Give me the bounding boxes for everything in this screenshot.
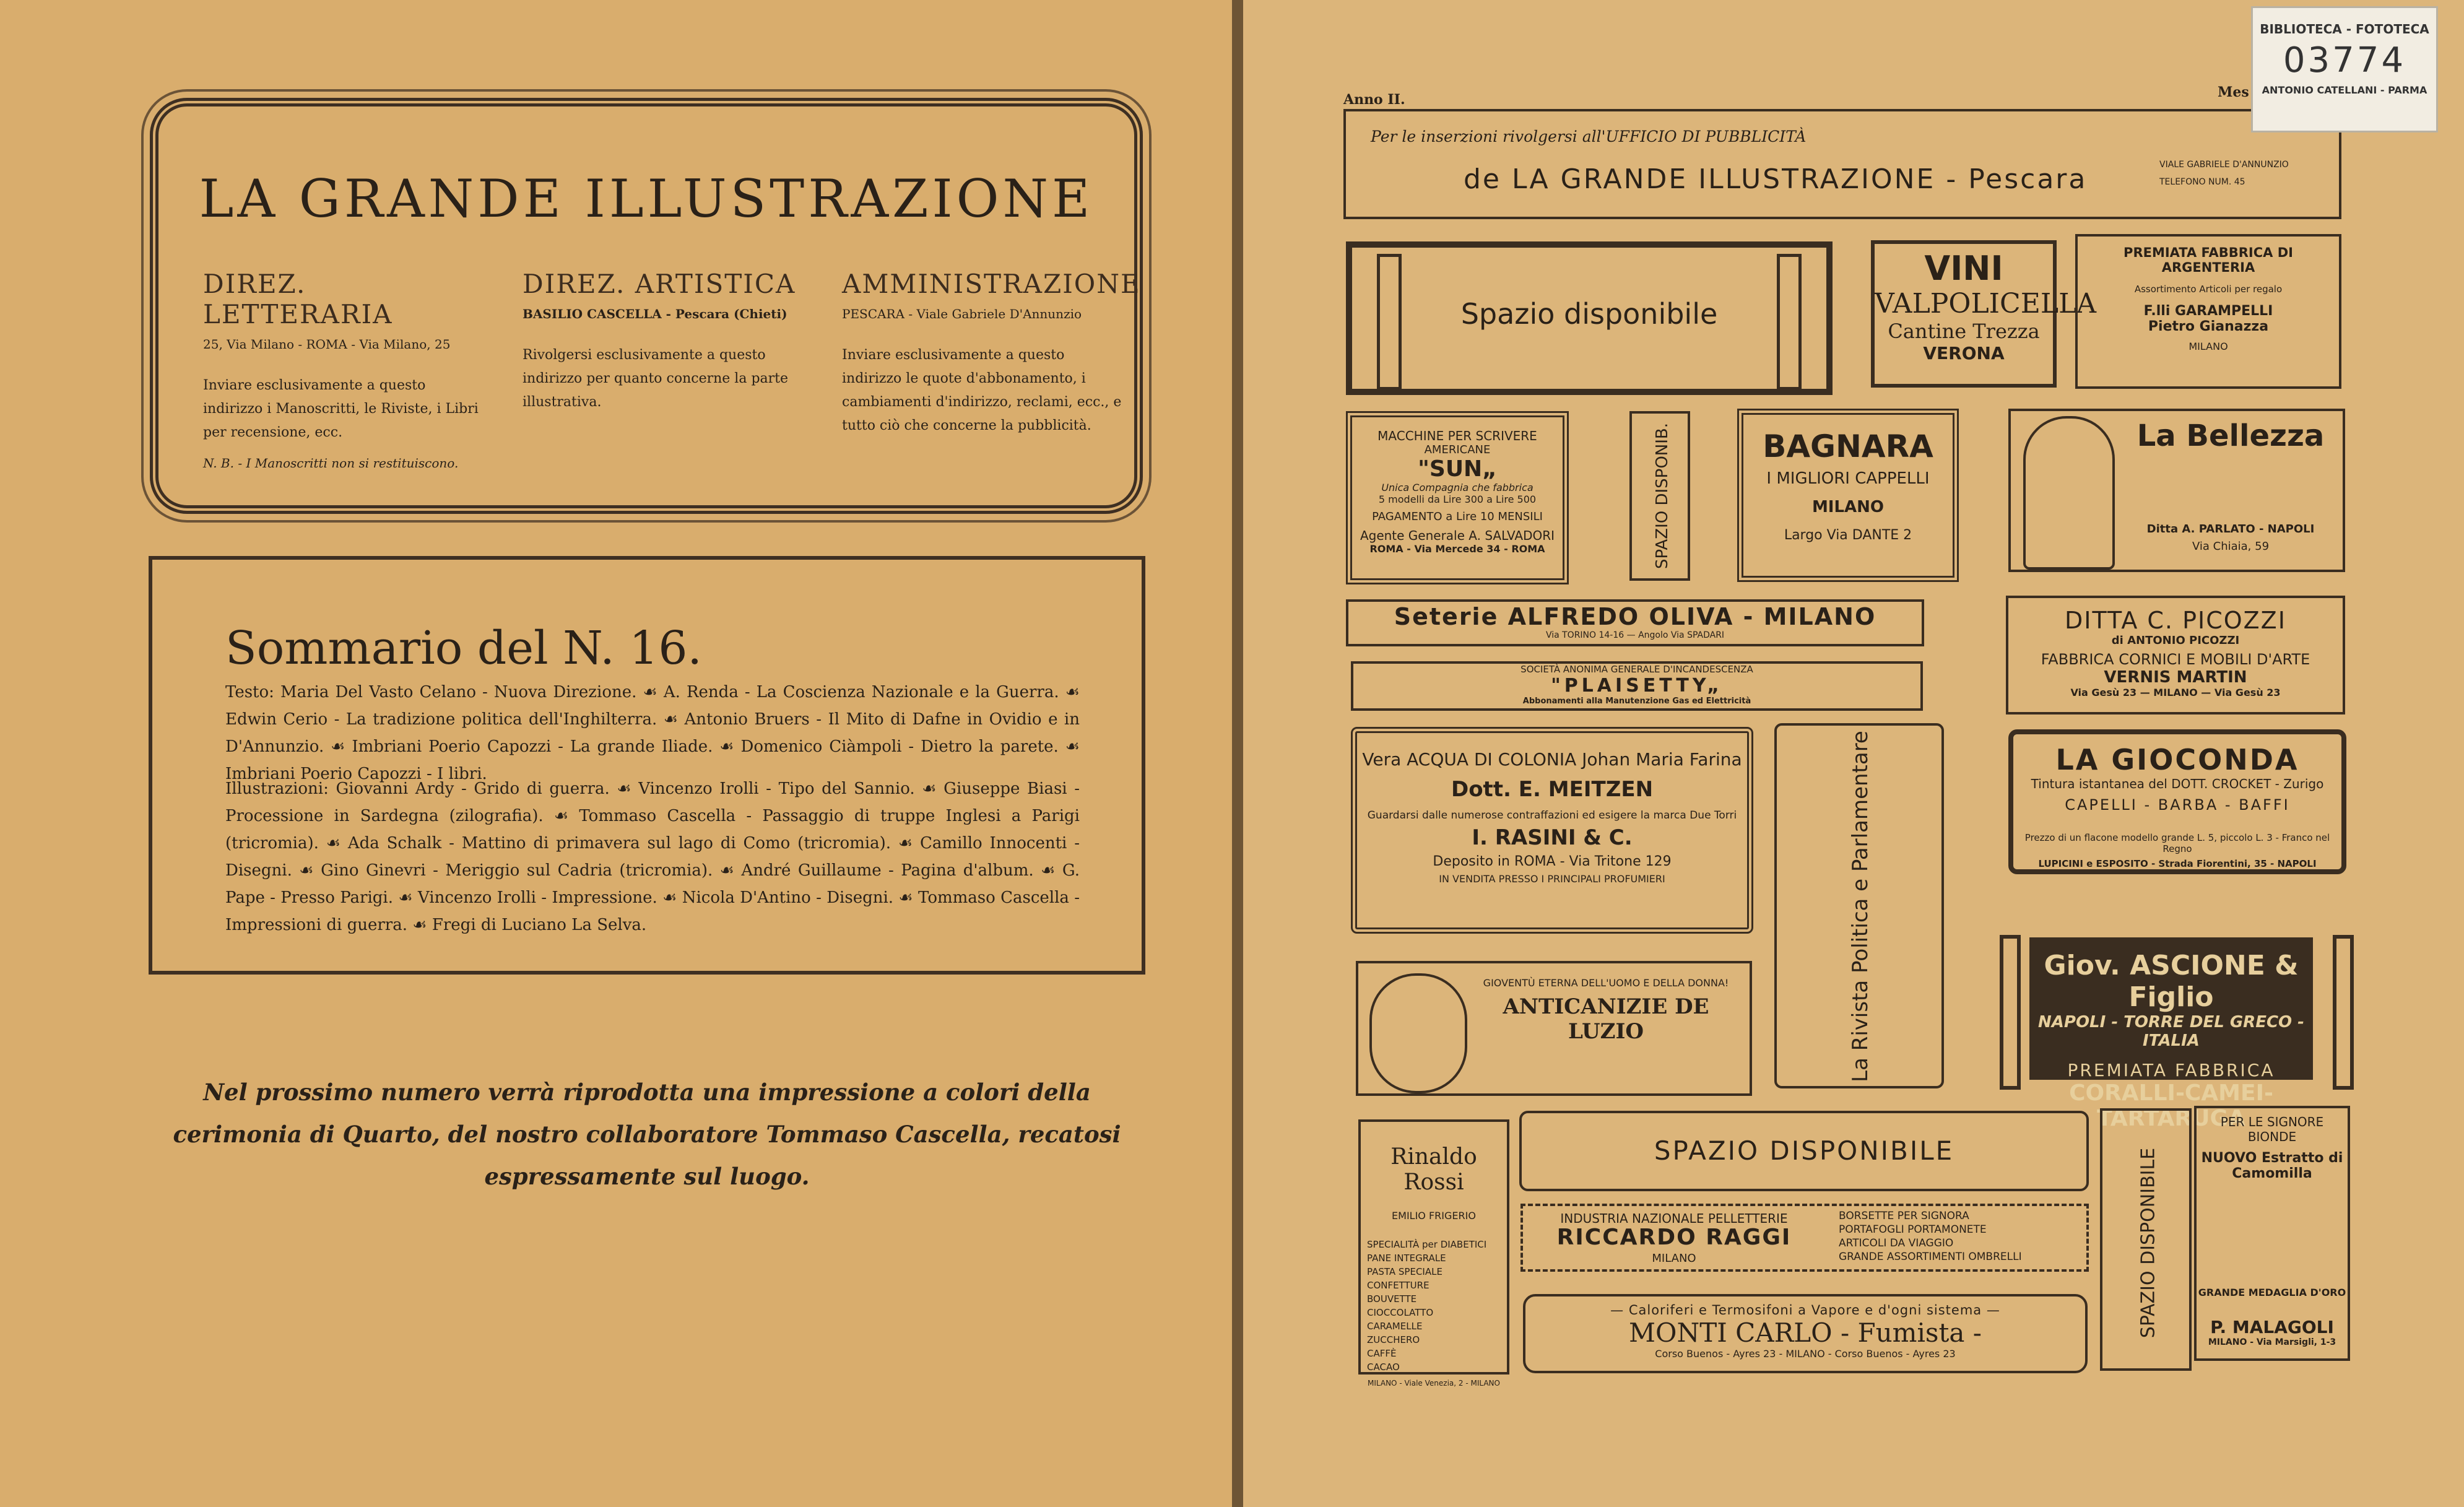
picozzi-title: DITTA C. PICOZZI: [2065, 607, 2286, 634]
gioconda-title: LA GIOCONDA: [2055, 743, 2299, 776]
rossi-item: CARAMELLE: [1367, 1321, 1423, 1332]
ad-malagoli: [2194, 1106, 2350, 1361]
colonia-warning: Guardarsi dalle numerose contraffazioni ed esigere la marca Due Torri: [1367, 809, 1737, 822]
picozzi-vernis: VERNIS MARTIN: [2104, 668, 2247, 687]
sun-line4: 5 modelli da Lire 300 a Lire 500: [1378, 493, 1537, 505]
column-text: Inviare esclusivamente a questo indirizzo le quote d'abbonamento, i cambiamenti d'indirizzo, reclami, ecc., e tutto ciò che concerne la pubblicità.: [842, 347, 1122, 433]
sommario-box: [149, 556, 1145, 975]
ad-la-gioconda: [2008, 729, 2346, 874]
ad-argenteria: [2075, 234, 2341, 389]
malagoli-product: NUOVO Estratto di Camomilla: [2201, 1150, 2343, 1181]
sun-line3: Unica Compagnia che fabbrica: [1381, 482, 1533, 493]
plaisetty-line2: Abbonamenti alla Manutenzione Gas ed Elettricità: [1522, 697, 1751, 706]
gioconda-dealer: LUPICINI e ESPOSITO - Strada Fiorentini, 35 - NAPOLI: [2038, 858, 2317, 869]
raggi-name: RICCARDO RAGGI: [1556, 1225, 1792, 1250]
masthead-title: LA GRANDE ILLUSTRAZIONE: [199, 168, 1094, 229]
raggi-item: PORTAFOGLI PORTAMONETE: [1839, 1223, 1987, 1236]
rossi-item: PANE INTEGRALE: [1367, 1253, 1446, 1264]
seterie-sub: Via TORINO 14-16 — Angolo Via SPADARI: [1545, 630, 1725, 640]
stamp-line3: ANTONIO CATELLANI - PARMA: [2262, 84, 2427, 96]
raggi-item: BORSETTE PER SIGNORA: [1839, 1210, 1969, 1222]
ornament-left: [2000, 935, 2021, 1090]
vini-sub: VALPOLICELLA: [1875, 288, 2097, 319]
sommario-title: Sommario del N. 16.: [225, 622, 702, 675]
raggi-item: GRANDE ASSORTIMENTI OMBRELLI: [1839, 1251, 2022, 1263]
malagoli-line1: PER LE SIGNORE BIONDE: [2220, 1114, 2324, 1144]
masthead-box: [150, 98, 1143, 514]
column-artistica: [523, 269, 807, 414]
rossi-item: CAFFÈ: [1367, 1348, 1397, 1359]
montecarlo-name: MONTI CARLO - Fumista -: [1629, 1318, 1982, 1348]
ad-picozzi: [2006, 596, 2345, 714]
bellezza-firm: Ditta A. PARLATO - NAPOLI: [2146, 523, 2315, 536]
next-issue-notice: Nel prossimo numero verrà riprodotta una impressione a colori della cerimonia di Quarto, del nostro collaboratore Tommaso Cascella, recatosi espressamente sul luogo.: [173, 1079, 1121, 1190]
column-heading: AMMINISTRAZIONE: [842, 269, 1141, 299]
ascione-fabbrica: PREMIATA FABBRICA: [2067, 1060, 2275, 1080]
pubblicita-phone: TELEFONO NUM. 45: [2159, 177, 2245, 187]
stamp-line1: BIBLIOTECA - FOTOTECA: [2260, 22, 2429, 37]
sun-line2: AMERICANE: [1424, 443, 1491, 456]
sun-line5: PAGAMENTO a Lire 10 MENSILI: [1372, 510, 1543, 523]
raggi-line1: INDUSTRIA NAZIONALE PELLETTERIE: [1560, 1211, 1788, 1226]
rossi-owner: EMILIO FRIGERIO: [1392, 1210, 1476, 1222]
rossi-address: MILANO - Viale Venezia, 2 - MILANO: [1368, 1379, 1500, 1388]
sun-line1: MACCHINE PER SCRIVERE: [1377, 428, 1537, 443]
raggi-item: ARTICOLI DA VIAGGIO: [1839, 1237, 1954, 1249]
rossi-title: Rinaldo Rossi: [1390, 1144, 1477, 1195]
column-sub: PESCARA - Viale Gabriele D'Annunzio: [842, 306, 1082, 321]
stamp-number: 03774: [2283, 40, 2406, 80]
malagoli-address: MILANO - Via Marsigli, 1-3: [2208, 1337, 2336, 1347]
bagnara-title: BAGNARA: [1763, 428, 1933, 464]
ad-spazio-vertical: [1629, 411, 1690, 581]
spazio2-label: SPAZIO DISPONIBILE: [1654, 1136, 1954, 1166]
sommario-illustrazioni: Illustrazioni: Giovanni Ardy - Grido di guerra. ☙ Vincenzo Irolli - Tipo del Sannio. ☙ Giuseppe Biasi - Processione in Sardegna (zilografia). ☙ Tommaso Cascella - Passaggio di truppe Inglesi a Parigi (tricromia). ☙ Ada Schalk - Mattino di primavera sul lago di Como (tricromia). ☙ Camillo Innocenti - Disegni. ☙ Gino Ginevri - Meriggio sul Cadria (tricromia). ☙ André Guillaume - Pagina d'album. ☙ G. Pape - Presso Parigi. ☙ Vincenzo Irolli - Impressione. ☙ Nicola D'Antino - Disegni. ☙ Tommaso Cascella - Impressioni di guerra. ☙ Fregi di Luciano La Selva.: [225, 780, 1080, 934]
ad-plaisetty: [1351, 661, 1923, 711]
rossi-item: CONFETTURE: [1367, 1280, 1429, 1291]
column-sub: 25, Via Milano - ROMA - Via Milano, 25: [203, 337, 451, 352]
rossi-item: SPECIALITÀ per DIABETICI: [1367, 1239, 1487, 1250]
malagoli-name: P. MALAGOLI: [2210, 1317, 2334, 1337]
ascione-city: NAPOLI - TORRE DEL GRECO - ITALIA: [2038, 1013, 2304, 1050]
ornament-bar: [1777, 254, 1802, 390]
sun-brand: "SUN„: [1418, 456, 1497, 482]
colonia-vendita: IN VENDITA PRESSO I PRINCIPALI PROFUMIERI: [1439, 873, 1665, 885]
gioconda-price: Prezzo di un flacone modello grande L. 5, piccolo L. 3 - Franco nel Regno: [2024, 832, 2330, 854]
woman-portrait-icon: [2023, 416, 2115, 570]
ad-sun-typewriter: [1346, 411, 1569, 584]
rossi-item: BOUVETTE: [1367, 1293, 1417, 1305]
gioconda-uses: CAPELLI - BARBA - BAFFI: [2065, 796, 2290, 814]
montecarlo-address: Corso Buenos - Ayres 23 - MILANO - Corso Buenos - Ayres 23: [1655, 1348, 1956, 1360]
ad-acqua-di-colonia: [1351, 727, 1753, 934]
bagnara-sub: I MIGLIORI CAPPELLI: [1766, 469, 1930, 488]
column-sub: BASILIO CASCELLA - Pescara (Chieti): [523, 306, 787, 321]
vini-cantine: Cantine Trezza: [1888, 319, 2040, 343]
bagnara-city: MILANO: [1811, 498, 1885, 516]
ad-spazio-disponibile: [1346, 241, 1833, 395]
woman-portrait-icon: [1369, 973, 1467, 1093]
argenteria-title: PREMIATA FABBRICA DI ARGENTERIA: [2123, 245, 2293, 275]
argenteria-text: Assortimento Articoli per regalo: [2134, 284, 2283, 295]
colonia-doctor: Dott. E. MEITZEN: [1451, 777, 1654, 802]
ad-pubblicita: [1343, 109, 2341, 219]
column-amministrazione: [842, 269, 1141, 438]
column-heading: DIREZ. LETTERARIA: [203, 269, 393, 329]
ascione-title: Giov. ASCIONE & Figlio: [2044, 950, 2299, 1013]
ad-rivista-politica: [1774, 723, 1944, 1088]
vini-city: VERONA: [1923, 343, 2005, 363]
pubblicita-line2: de LA GRANDE ILLUSTRAZIONE - Pescara: [1464, 163, 2088, 195]
rossi-item: PASTA SPECIALE: [1367, 1266, 1442, 1277]
montecarlo-line1: — Caloriferi e Termosifoni a Vapore e d'ogni sistema —: [1610, 1303, 2000, 1318]
colonia-rasini: I. RASINI & C.: [1472, 825, 1633, 850]
running-head-right: Mes: [2218, 84, 2249, 100]
raggi-city: MILANO: [1652, 1252, 1696, 1265]
ornament-right: [2333, 935, 2354, 1090]
ad-riccardo-raggi: [1520, 1204, 2089, 1272]
vini-title: VINI: [1924, 249, 2003, 288]
ad-seterie-oliva: [1346, 599, 1924, 646]
ad-spazio-disponibile-2: [1519, 1111, 2089, 1191]
argenteria-owner: Pietro Gianazza: [2148, 319, 2269, 334]
colonia-deposito: Deposito in ROMA - Via Tritone 129: [1433, 854, 1672, 869]
column-heading: DIREZ. ARTISTICA: [523, 269, 796, 299]
running-head-left: Anno II.: [1343, 92, 1405, 108]
pubblicita-address: VIALE GABRIELE D'ANNUNZIO: [2159, 160, 2289, 170]
malagoli-medal: GRANDE MEDAGLIA D'ORO: [2198, 1287, 2346, 1298]
picozzi-owner: di ANTONIO PICOZZI: [2111, 634, 2240, 647]
rossi-list: [1361, 1238, 1507, 1374]
sun-address: ROMA - Via Mercede 34 - ROMA: [1369, 543, 1545, 555]
ad-vini-valpolicella: [1871, 240, 2097, 388]
colonia-title: Vera ACQUA DI COLONIA Johan Maria Farina: [1362, 749, 1742, 770]
plaisetty-brand: "PLAISETTY„: [1551, 675, 1723, 697]
sun-agent: Agente Generale A. SALVADORI: [1360, 528, 1555, 543]
spazio-label: Spazio disponibile: [1460, 297, 1718, 331]
library-stamp: [2251, 6, 2438, 132]
argenteria-city: MILANO: [2189, 341, 2228, 352]
column-text: Rivolgersi esclusivamente a questo indirizzo per quanto concerne la parte illustrativa.: [523, 347, 789, 410]
rossi-item: CIOCCOLATTO: [1367, 1307, 1434, 1318]
ascione-products: CORALLI-CAMEI-TARTARUGA: [2069, 1080, 2273, 1131]
picozzi-line: FABBRICA CORNICI E MOBILI D'ARTE: [2041, 651, 2310, 668]
column-letteraria: [203, 269, 488, 471]
argenteria-firm: F.lli GARAMPELLI: [2143, 303, 2273, 319]
rossi-item: CACAO: [1367, 1362, 1400, 1373]
column-note: N. B. - I Manoscritti non si restituiscono.: [203, 456, 459, 471]
spazio-vertical2-label: SPAZIO DISPONIBILE: [2137, 1147, 2159, 1339]
ad-bagnara: [1737, 409, 1959, 582]
bagnara-address: Largo Via DANTE 2: [1784, 528, 1912, 543]
ad-anticanizie: [1356, 961, 1752, 1096]
ad-spazio-vertical-2: [2100, 1108, 2192, 1371]
spazio-vertical-label: SPAZIO DISPONIB.: [1653, 422, 1672, 570]
picozzi-address: Via Gesù 23 — MILANO — Via Gesù 23: [2070, 687, 2281, 698]
right-page: [1243, 0, 2464, 1507]
sommario-testo: Testo: Maria Del Vasto Celano - Nuova Direzione. ☙ A. Renda - La Coscienza Nazionale e la Guerra. ☙ Edwin Cerio - La tradizione politica dell'Inghilterra. ☙ Antonio Bruers - Il Mito di Dafne in Ovidio e in D'Annunzio. ☙ Imbriani Poerio Capozzi - La grande Iliade. ☙ Domenico Ciàmpoli - Dietro la parete. ☙ Imbriani Poerio Capozzi - I libri.: [225, 683, 1080, 783]
column-text: Inviare esclusivamente a questo indirizzo i Manoscritti, le Riviste, i Libri per recensione, ecc.: [203, 378, 479, 440]
ad-monti-carlo: [1523, 1294, 2088, 1373]
rossi-item: ZUCCHERO: [1367, 1334, 1420, 1345]
rivista-title: La Rivista Politica e Parlamentare: [1848, 731, 1873, 1082]
anticanizie-line1: GIOVENTÙ ETERNA DELL'UOMO E DELLA DONNA!: [1483, 977, 1729, 989]
bellezza-address: Via Chiaia, 59: [2192, 540, 2270, 553]
bellezza-title: La Bellezza: [2136, 419, 2325, 453]
anticanizie-title: ANTICANIZIE DE LUZIO: [1503, 994, 1709, 1044]
gioconda-sub: Tintura istantanea del DOTT. CROCKET - Zurigo: [2031, 776, 2324, 791]
plaisetty-line1: SOCIETÀ ANONIMA GENERALE D'INCANDESCENZA: [1520, 664, 1753, 675]
pubblicita-line1: Per le inserzioni rivolgersi all'UFFICIO DI PUBBLICITÀ: [1371, 128, 1807, 145]
ad-rinaldo-rossi: [1358, 1119, 1509, 1388]
seterie-title: Seterie ALFREDO OLIVA - MILANO: [1394, 603, 1876, 630]
ad-la-bellezza: [2008, 409, 2345, 572]
